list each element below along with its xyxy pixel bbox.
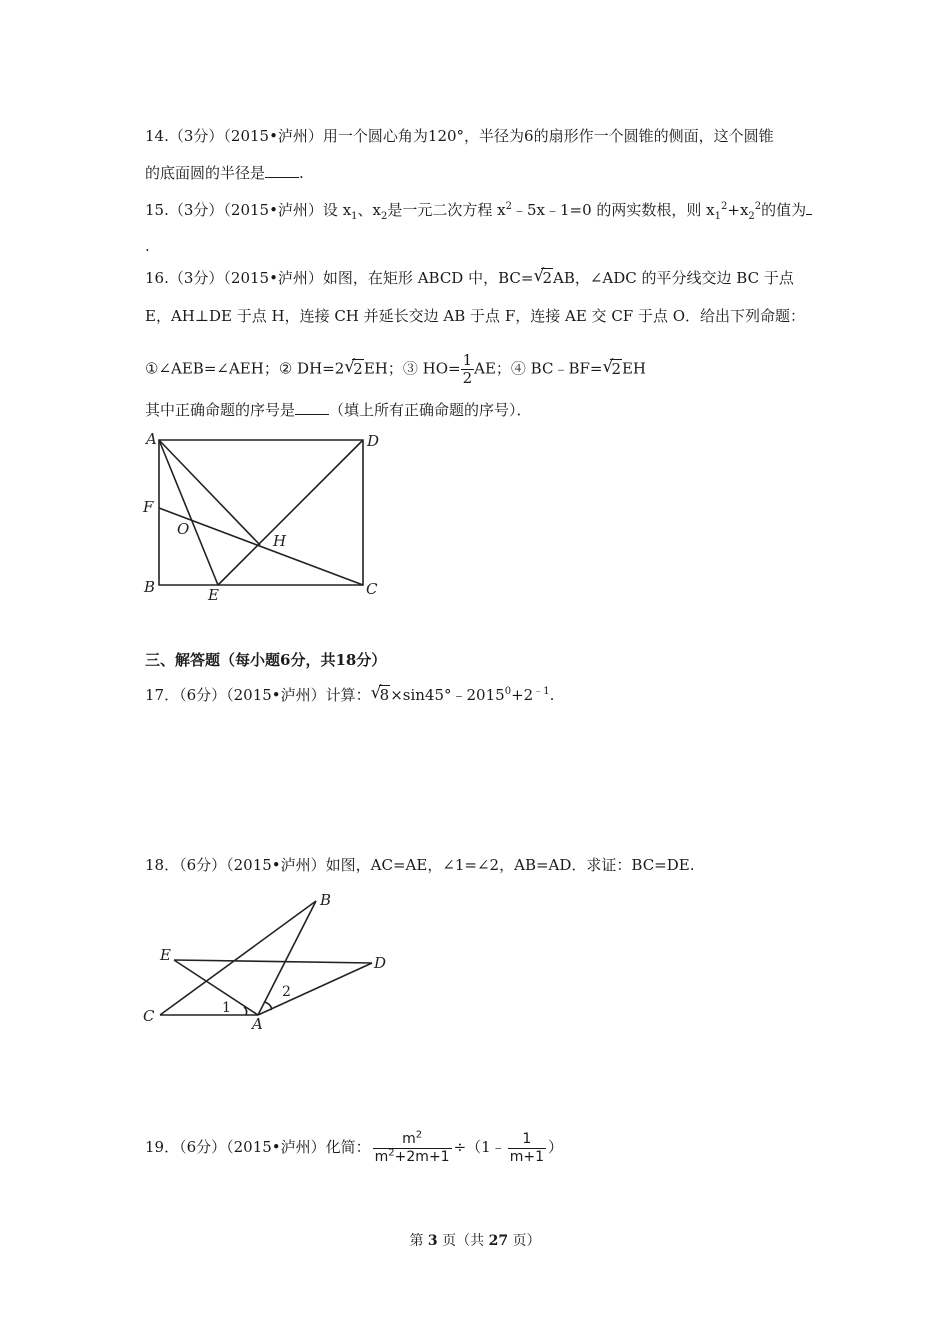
label-angle-1: 1 [222, 1000, 231, 1016]
q14-period: . [299, 164, 304, 182]
label-c: C [143, 1007, 155, 1025]
q19-line: 19．（6分）（2015•泸州）化简： $\frac{m^2}{m^2+2m+1}$ ÷（1﹣ $\frac{1}{m+1}$ ） [145, 1128, 564, 1165]
label-f: F [143, 498, 154, 516]
segment-ah [159, 440, 260, 545]
label-d: D [367, 432, 380, 450]
label-e: E [208, 586, 219, 604]
label-angle-2: 2 [282, 984, 291, 1000]
q16-line2: E，AH⊥DE 于点 H，连接 CH 并延长交边 AB 于点 F，连接 AE 交 CF 于点 O．给出下列命题： [145, 307, 806, 325]
q15-answer-blank[interactable] [806, 200, 812, 215]
segment-ae [159, 440, 218, 585]
q15-line1: 15.（3分）（2015•泸州）设 $x_1$、$x_2$是一元二次方程 $x^2﹣5x﹣1=0$ 的两实数根，则 $x_1^2+x_2^2$的值为 [145, 200, 812, 220]
label-b: B [144, 578, 156, 596]
q16-rectangle-figure [140, 428, 400, 608]
segment-ed [174, 960, 372, 963]
rectangle-abcd [159, 440, 363, 585]
label-c: C [366, 580, 378, 598]
segment-fc [159, 508, 363, 585]
q16-line4: 其中正确命题的序号是 （填上所有正确命题的序号）． [145, 401, 532, 419]
label-e: E [160, 946, 171, 964]
segment-ad [258, 963, 372, 1015]
angle-1-arc [244, 1007, 247, 1015]
q14-line2 [145, 163, 304, 183]
section-heading: 三、解答题（每小题6分，共18分） [145, 651, 387, 669]
q19-fraction-2: $\frac{1}{m+1}$ [509, 1130, 544, 1165]
label-o: O [177, 520, 190, 538]
q14-text: 的底面圆的半径是 [145, 164, 266, 182]
label-d: D [374, 954, 387, 972]
q15-line2: . [145, 237, 150, 255]
label-a: A [146, 430, 157, 448]
q19-fraction-1: $\frac{m^2}{m^2+2m+1}$ [374, 1128, 450, 1165]
q18-line: 18．（6分）（2015•泸州）如图，AC=AE，∠1=∠2，AB=AD．求证：BC=DE. [145, 856, 695, 874]
q16-answer-blank[interactable] [295, 400, 329, 415]
fraction-one-half: $\frac{1}{2}$ [462, 351, 473, 387]
q14-answer-blank[interactable] [265, 163, 299, 178]
label-b: B [320, 891, 332, 909]
q17-line: 17．（6分）（2015•泸州）计算： √ $8\times\sin 45^\circ﹣2015^0+2^{﹣1}$. [145, 683, 555, 704]
label-a: A [252, 1015, 263, 1033]
sqrt-symbol: √ 2 [533, 266, 552, 287]
segment-ea [174, 960, 258, 1015]
q18-triangle-figure [140, 888, 400, 1038]
q16-statements: ①∠AEB=∠AEH；② DH=2 √ 2EH；③ HO= $\frac{1}{2}$ AE；④ BC﹣BF= √ 2EH [145, 351, 647, 387]
q14-line1: 14.（3分）（2015•泸州）用一个圆心角为120°，半径为6的扇形作一个圆锥的侧面，这个圆锥 [145, 127, 774, 145]
page-footer: 第 3 页（共 27 页） [409, 1233, 541, 1249]
segment-de [218, 440, 363, 585]
label-h: H [273, 532, 287, 550]
segment-cb [160, 901, 316, 1015]
q16-line1: 16.（3分）（2015•泸州）如图，在矩形 ABCD 中，BC= √ 2AB，∠ADC 的平分线交边 BC 于点 [145, 266, 794, 287]
